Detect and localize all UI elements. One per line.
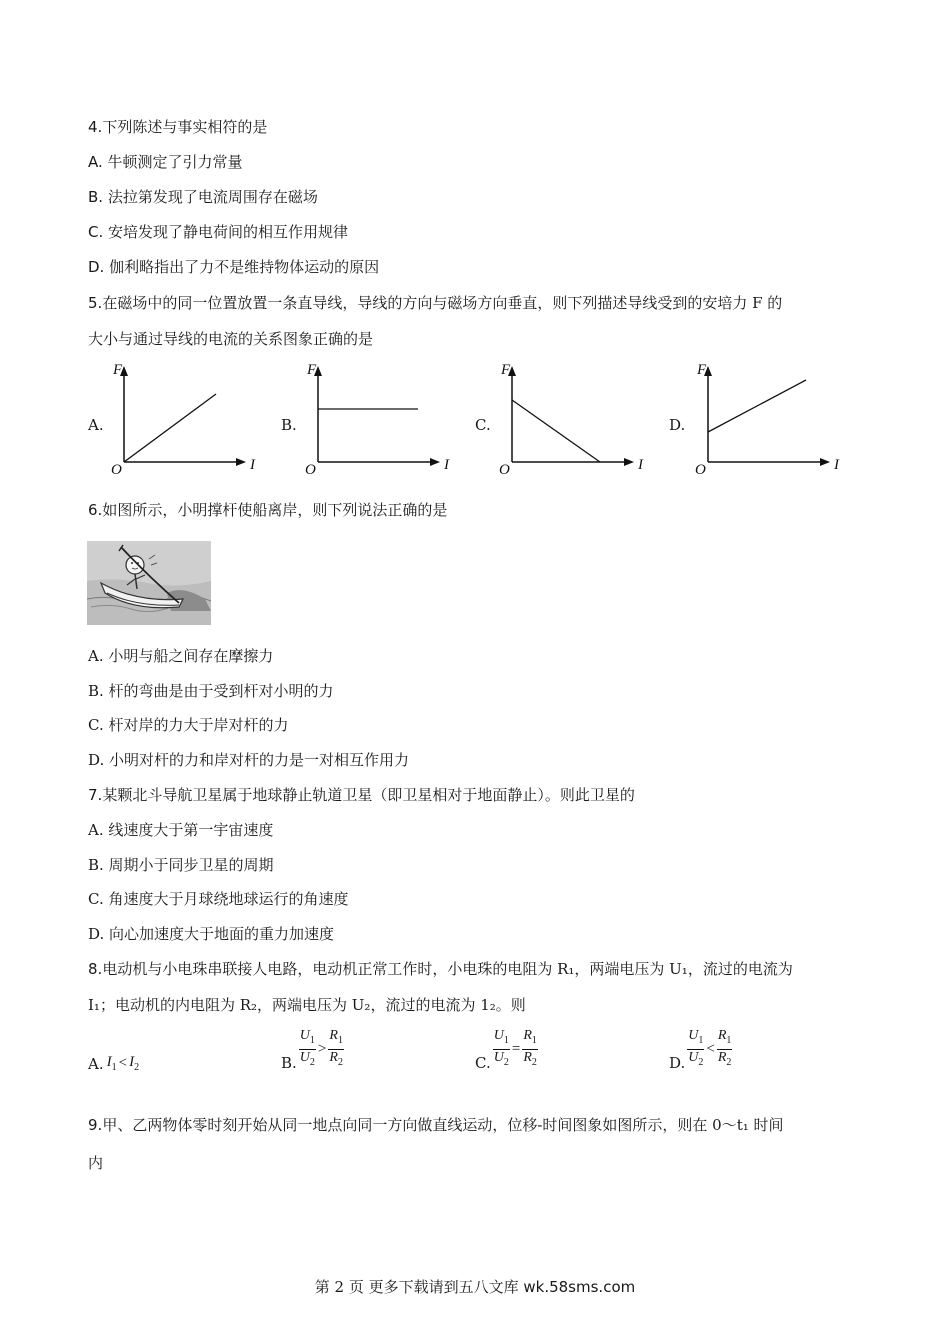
q4-option-b: B. 法拉第发现了电流周围存在磁场	[88, 188, 318, 206]
footer-site-link[interactable]: wk.58sms.com	[523, 1278, 636, 1296]
q5-graph-c-x-label: I	[638, 457, 643, 473]
q5-graph-d-label: D.	[669, 416, 686, 434]
q5-graph-d	[692, 358, 852, 478]
q5-graph-b	[302, 358, 462, 478]
q8-option-a: A. $I_1$ < $I_2$	[88, 1054, 140, 1073]
q4-stem: 4.下列陈述与事实相符的是	[88, 118, 268, 136]
q5-graph-c-y-label: F	[501, 362, 511, 378]
q5-graph-b-label: B.	[281, 416, 297, 434]
q7-stem: 7.某颗北斗导航卫星属于地球静止轨道卫星（即卫星相对于地面静止）。则此卫星的	[88, 786, 635, 804]
q5-graph-a-origin: O	[111, 462, 122, 478]
q8-option-c: C. $\frac{U_1}{U_2}$ = $\frac{R_1}{R_2}$	[475, 1027, 537, 1072]
q5-stem-line2: 大小与通过导线的电流的关系图象正确的是	[88, 330, 374, 348]
q8-stem-line2: I₁；电动机的内电阻为 R₂，两端电压为 U₂，流过的电流为 1₂。则	[88, 996, 526, 1014]
q9-stem-line2: 内	[88, 1154, 104, 1172]
q6-option-b: B. 杆的弯曲是由于受到杆对小明的力	[88, 682, 334, 700]
q7-option-b: B. 周期小于同步卫星的周期	[88, 856, 274, 874]
q5-graph-d-y-label: F	[697, 362, 707, 378]
q6-option-d: D. 小明对杆的力和岸对杆的力是一对相互作用力	[88, 751, 410, 769]
q5-graph-c	[496, 358, 656, 478]
q4-option-c: C. 安培发现了静电荷间的相互作用规律	[88, 223, 349, 241]
q6-option-a: A. 小明与船之间存在摩擦力	[88, 647, 274, 665]
q5-graph-a	[108, 358, 268, 478]
q5-graph-a-y-label: F	[113, 362, 123, 378]
q5-graph-d-origin: O	[695, 462, 706, 478]
q5-graph-b-y-label: F	[307, 362, 317, 378]
q5-graph-c-label: C.	[475, 416, 491, 434]
q5-graph-b-origin: O	[305, 462, 316, 478]
q9-stem-line1: 9.甲、乙两物体零时刻开始从同一地点向同一方向做直线运动，位移-时间图象如图所示，则在 0～t₁ 时间	[88, 1116, 784, 1134]
q5-stem-line1: 5.在磁场中的同一位置放置一条直导线，导线的方向与磁场方向垂直，则下列描述导线受到的安培力 F 的	[88, 294, 783, 312]
q5-graph-d-x-label: I	[834, 457, 839, 473]
boat-pole-illustration	[87, 541, 211, 625]
page-footer: 第 2 页 更多下载请到五八文库 wk.58sms.com	[314, 1278, 636, 1296]
q8-stem-line1: 8.电动机与小电珠串联接人电路，电动机正常工作时，小电珠的电阻为 R₁，两端电压为 U₁，流过的电流为	[88, 960, 793, 978]
q5-graph-c-origin: O	[499, 462, 510, 478]
q5-graph-a-x-label: I	[250, 457, 255, 473]
q8-option-b: B. $\frac{U_1}{U_2}$ > $\frac{R_1}{R_2}$	[281, 1027, 343, 1072]
q7-option-c: C. 角速度大于月球绕地球运行的角速度	[88, 890, 349, 908]
q5-graph-a-label: A.	[88, 416, 104, 434]
q4-option-a: A. 牛顿测定了引力常量	[88, 153, 243, 171]
q5-graph-b-x-label: I	[444, 457, 449, 473]
q8-option-d: D. $\frac{U_1}{U_2}$ < $\frac{R_1}{R_2}$	[669, 1027, 732, 1072]
q7-option-a: A. 线速度大于第一宇宙速度	[88, 821, 274, 839]
q7-option-d: D. 向心加速度大于地面的重力加速度	[88, 925, 335, 943]
q6-option-c: C. 杆对岸的力大于岸对杆的力	[88, 716, 289, 734]
q6-stem: 6.如图所示，小明撑杆使船离岸，则下列说法正确的是	[88, 501, 448, 519]
q4-option-d: D. 伽利略指出了力不是维持物体运动的原因	[88, 258, 380, 276]
